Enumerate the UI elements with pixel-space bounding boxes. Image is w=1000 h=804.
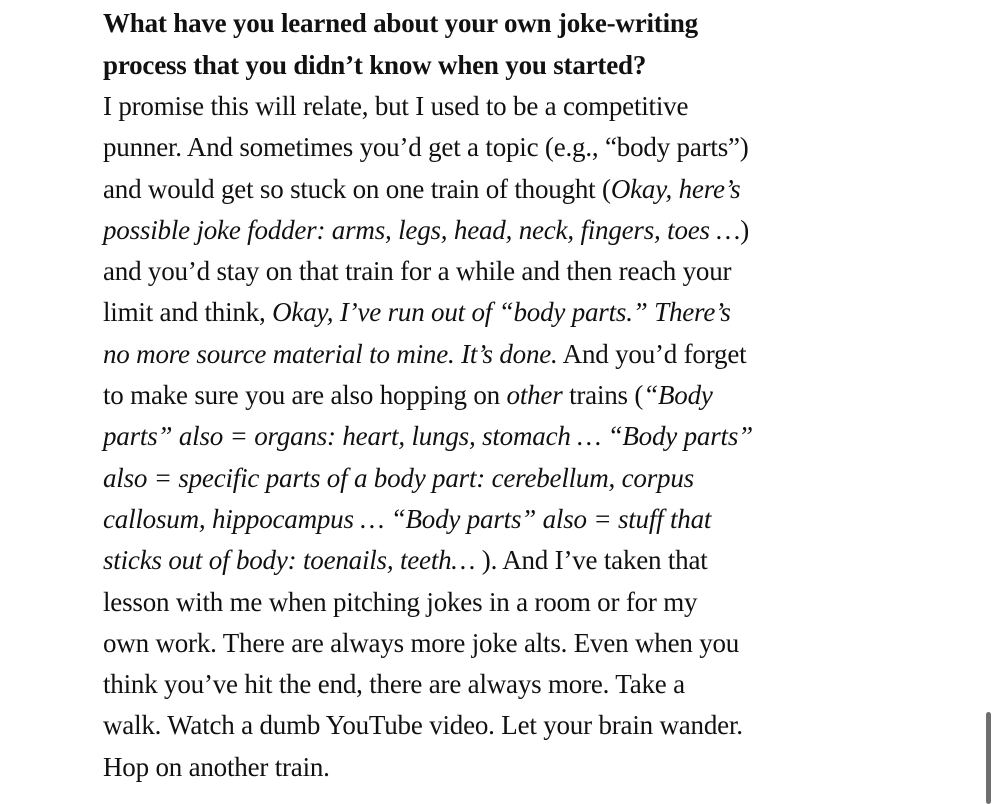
question-line: What have you learned about your own joke-writing <box>103 8 698 38</box>
answer-line <box>103 210 843 251</box>
answer-line <box>103 127 843 168</box>
text-run: and would get so stuck on one train of thought ( <box>103 173 611 204</box>
answer-line <box>103 292 843 333</box>
answer-line <box>103 705 843 746</box>
scrollbar-thumb[interactable] <box>986 712 991 804</box>
answer-line <box>103 86 843 127</box>
text-run: trains ( <box>562 380 644 411</box>
answer-line <box>103 251 843 292</box>
interview-question <box>103 3 843 86</box>
italic-text: callosum, hippocampus … “Body parts” also = stuff that <box>103 503 712 534</box>
italic-text: also = specific parts of a body part: cerebellum, corpus <box>103 462 694 493</box>
text-run: lesson with me when pitching jokes in a room or for my <box>103 586 698 617</box>
answer-line <box>103 582 843 623</box>
answer-line <box>103 169 843 210</box>
text-run: I promise this will relate, but I used to be a competitive <box>103 91 689 121</box>
answer-line <box>103 458 843 499</box>
italic-text: no more source material to mine. It’s done. <box>103 338 558 369</box>
text-run: punner. And sometimes you’d get a topic (e.g., “body parts”) <box>103 132 749 163</box>
text-run: And you’d forget <box>557 338 747 369</box>
italic-text: parts” also = organs: heart, lungs, stomach … “Body parts” <box>103 421 753 452</box>
italic-text: Okay, here’s <box>610 173 741 204</box>
answer-line <box>103 416 843 457</box>
article-body <box>103 0 843 788</box>
italic-text: other <box>506 380 563 411</box>
answer-line <box>103 375 843 416</box>
italic-text: possible joke fodder: arms, legs, head, neck, fingers, toes … <box>103 214 741 245</box>
answer-line <box>103 664 843 705</box>
interview-answer <box>103 86 843 788</box>
answer-line <box>103 499 843 540</box>
text-run: and you’d stay on that train for a while and then reach your <box>103 256 732 287</box>
text-run: own work. There are always more joke alts. Even when you <box>103 627 740 658</box>
text-run: to make sure you are also hopping on <box>103 380 507 411</box>
italic-text: sticks out of body: toenails, teeth… <box>103 545 476 576</box>
text-run: ). And I’ve taken that <box>475 545 708 576</box>
answer-line <box>103 334 843 375</box>
text-run: limit and think, <box>103 297 273 328</box>
text-run: ) <box>740 214 749 245</box>
italic-text: Okay, I’ve run out of “body parts.” There’s <box>272 297 731 328</box>
text-run: walk. Watch a dumb YouTube video. Let your brain wander. <box>103 710 743 741</box>
answer-line <box>103 540 843 581</box>
scrollbar[interactable] <box>982 0 1000 804</box>
text-run: Hop on another train. <box>103 751 330 782</box>
question-line: process that you didn’t know when you started? <box>103 49 647 80</box>
answer-line <box>103 623 843 664</box>
italic-text: “Body <box>643 380 713 411</box>
text-run: think you’ve hit the end, there are always more. Take a <box>103 669 685 700</box>
answer-line <box>103 747 843 788</box>
